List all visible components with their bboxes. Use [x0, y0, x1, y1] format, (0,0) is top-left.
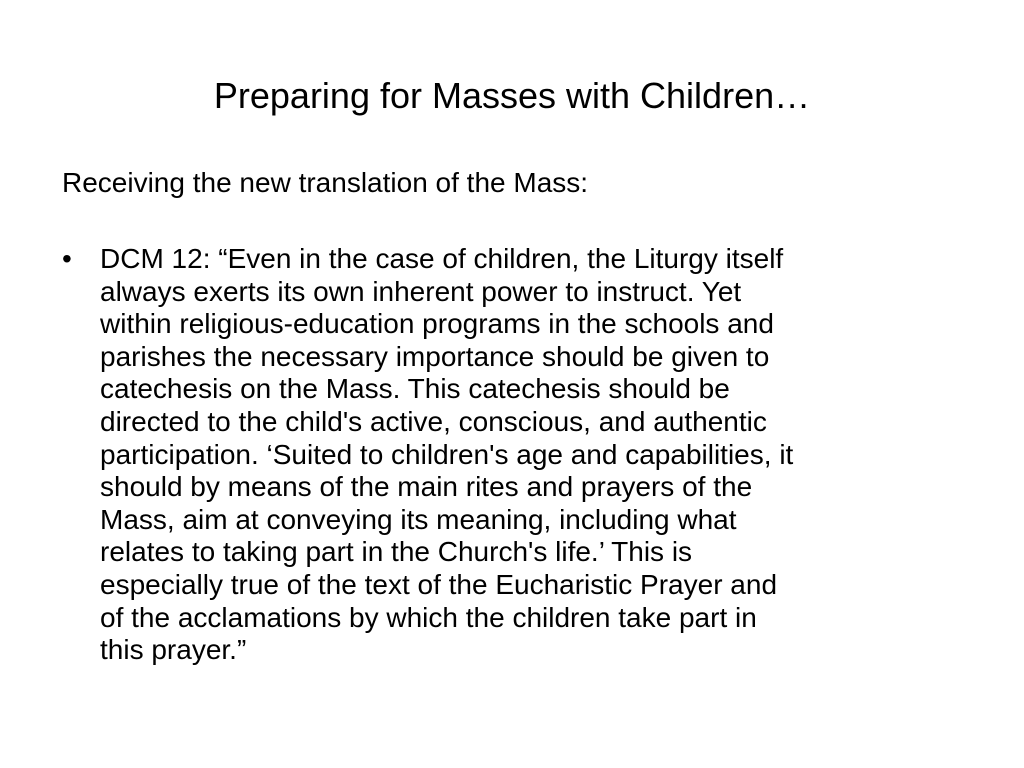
bullet-text-line: especially true of the text of the Eucharistic Prayer and — [100, 568, 778, 600]
bullet-text-line: Mass, aim at conveying its meaning, including what — [100, 503, 737, 535]
bullet-text-line: of the acclamations by which the children take part in — [100, 601, 757, 633]
slide-title: Preparing for Masses with Children… — [213, 75, 811, 116]
bullet-text-line: catechesis on the Mass. This catechesis should be — [100, 373, 730, 405]
slide-subtitle: Receiving the new translation of the Mass: — [62, 167, 589, 198]
bullet-list — [62, 243, 967, 667]
bullet-text-line: directed to the child's active, conscious, and authentic — [100, 405, 767, 437]
bullet-text-line: parishes the necessary importance should be given to — [100, 340, 770, 372]
bullet-text-line: always exerts its own inherent power to instruct. Yet — [100, 275, 742, 307]
bullet-dot-icon: • — [62, 243, 72, 274]
bullet-text-line: within religious-education programs in the schools and — [100, 308, 774, 340]
bullet-text-line: relates to taking part in the Church's life.’ This is — [100, 536, 693, 568]
bullet-item — [62, 243, 967, 667]
bullet-text-line: should by means of the main rites and prayers of the — [100, 471, 753, 503]
bullet-text-line: DCM 12: “Even in the case of children, the Liturgy itself — [100, 243, 784, 274]
bullet-text-line: participation. ‘Suited to children's age and capabilities, it — [100, 438, 794, 470]
bullet-text-line: this prayer.” — [100, 634, 247, 666]
